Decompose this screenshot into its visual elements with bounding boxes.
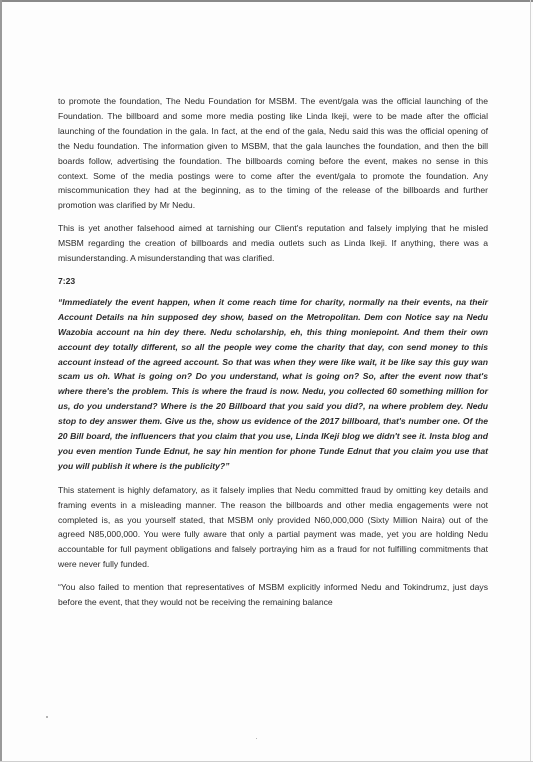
scan-edge-top: [0, 0, 533, 2]
paragraph-gala-launch: to promote the foundation, The Nedu Foundation for MSBM. The event/gala was the official launching of the Foundation. The billboard and some more media posting like Linda Ikeji, were to be made after the official launching of the foundation in the gala. In fact, at the end of the gala, Nedu said this was the official opening of the Nedu foundation. The information given to MSBM, that the gala launches the foundation, and then the bill boards follow, advertising the foundation. The billboards coming before the event, makes no sense in this context. Some of the media postings were to come after the event/gala to promote the foundation. Any miscommunication they had at the beginning, as to the timing of the release of the billboards and further promotion was clarified by Mr Nedu.: [58, 96, 488, 211]
paragraph-defamatory: This statement is highly defamatory, as it falsely implies that Nedu committed fraud by omitting key details and framing events in a misleading manner. The reason the billboards and other media engagements were not completed is, as you yourself stated, that MSBM only provided N60,000,000 (Sixty Million Naira) out of the agreed N85,000,000. You were fully aware that only a partial payment was made, yet you are holding Nedu accountable for full payment obligations and falsely portraying him as a fraud for not fulfilling commitments that were never fully funded.: [58, 484, 488, 570]
paragraph-falsehood: This is yet another falsehood aimed at tarnishing our Client's reputation and falsely implying that he misled MSBM regarding the creation of billboards and media outlets such as Linda Ikeji. If anything, there was a misunderstanding. A misunderstanding that was clarified.: [58, 223, 488, 264]
paragraph-failed-to-mention: “You also failed to mention that representatives of MSBM explicitly informed Nedu and Tokindrumz, just days before the event, that they would not be receiving the remaining balance: [58, 582, 488, 608]
timestamp-label: 7:23: [58, 275, 76, 286]
scan-speck: [46, 716, 48, 718]
document-body: [58, 94, 488, 618]
quoted-statement: “Immediately the event happen, when it come reach time for charity, normally na their events, na their Account Details na hin supposed dey show, based on the Metropolitan. Dem con Notice say na Nedu Wazobia account na hin dey there. Nedu scholarship, eh, this thing moniepoint. And them their own account dey totally different, so all the people wey come the charity that day, con send money to this account instead of the agreed account. So that was when they were like wait, it be like say this guy wan scam us oh. What is going on? Do you understand, what is going on? So, after the event now that's where there's the problem. This is where the fraud is now. Nedu, you collected 60 something million for us, do you understand? Where is the 20 Billboard that you said you did?, na where problem dey. Nedu stop to dey answer them. Give us the, show us evidence of the 2017 billboard, that's number one. Of the 20 Bill board, the influencers that you claim that you use, Linda IKeji blog we didn't see it. Insta blog and you even mention Tunde Ednut, he say hin mention for phone Tunde Ednut that you claim you use that you will publish it where is the publicity?”: [58, 296, 488, 471]
scan-edge-right: [530, 0, 531, 762]
scan-edge-left: [0, 0, 2, 762]
scan-speck: [256, 738, 257, 739]
